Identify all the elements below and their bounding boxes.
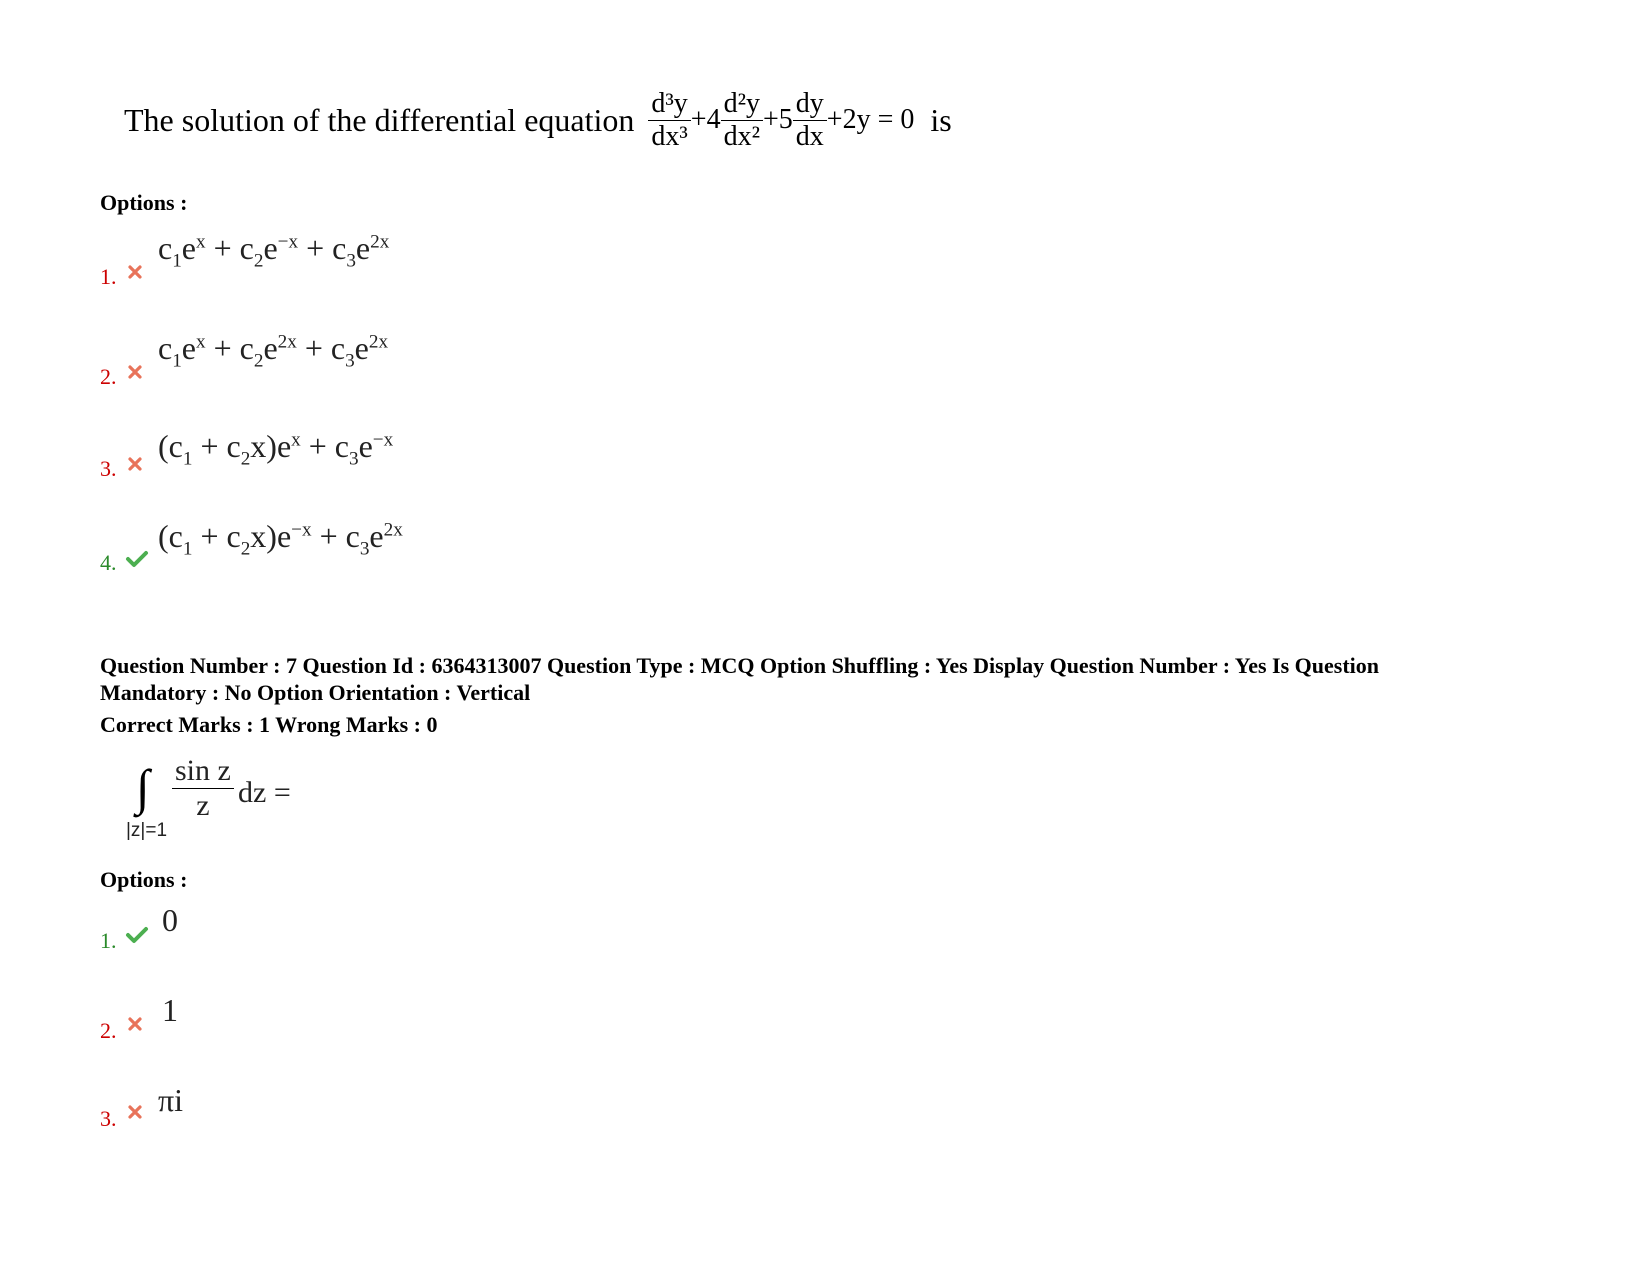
equation-term-2: $\frac{\text{d²y}}{\text{dx²}}$ xyxy=(721,88,763,153)
option-expression: $(c_1 + c_2x)e^x + c_3e^{-x}$ xyxy=(158,428,394,470)
cross-icon xyxy=(127,264,143,280)
cross-icon xyxy=(127,364,143,380)
question-6-stem-suffix: is xyxy=(930,101,952,138)
integral-fraction: $\frac{\text{sin z}}{z}$ xyxy=(172,754,234,823)
option-value: 1 xyxy=(162,992,178,1028)
cross-icon xyxy=(127,456,143,472)
option-value: πi xyxy=(158,1082,184,1118)
question-7-meta-line-2: Mandatory : No Option Orientation : Vertical xyxy=(100,680,531,705)
question-6-options-label: Options : xyxy=(100,190,188,215)
integral-tail: dz = xyxy=(238,776,291,809)
q7-option-1[interactable] xyxy=(100,902,400,962)
option-number: 4. xyxy=(100,550,117,575)
q6-option-2[interactable] xyxy=(100,328,600,398)
equation-term-1: $\frac{\text{d³y}}{\text{dx³}}$ xyxy=(648,88,690,153)
question-7-meta-line-1: Question Number : 7 Question Id : 6364313007 Question Type : MCQ Option Shuffling : Yes Display Question Number : Yes Is Question xyxy=(100,653,1379,678)
integral-bound: |z|=1 xyxy=(126,820,168,841)
check-icon xyxy=(125,550,149,568)
question-7-integral xyxy=(126,754,346,854)
option-expression: $c_1e^x + c_2e^{-x} + c_3e^{2x}$ xyxy=(158,230,390,272)
q6-option-4[interactable] xyxy=(100,518,600,588)
equation-term-3: $\frac{dy}{dx}$ xyxy=(793,88,827,153)
option-expression: $c_1e^x + c_2e^{2x} + c_3e^{2x}$ xyxy=(158,330,389,372)
option-expression: $(c_1 + c_2x)e^{-x} + c_3e^{2x}$ xyxy=(158,518,403,560)
option-value: 0 xyxy=(162,902,178,938)
option-number: 1. xyxy=(100,928,117,953)
option-number: 3. xyxy=(100,1106,117,1131)
question-7-marks: Correct Marks : 1 Wrong Marks : 0 xyxy=(100,712,438,737)
question-7-options-label: Options : xyxy=(100,867,188,892)
option-number: 1. xyxy=(100,264,117,289)
option-number: 3. xyxy=(100,456,117,481)
integral-sign: ∫ xyxy=(136,759,150,815)
equation-coef-3: +5 xyxy=(762,104,793,135)
option-number: 2. xyxy=(100,364,117,389)
question-6-stem-text: The solution of the differential equation xyxy=(124,101,635,138)
q7-option-2[interactable] xyxy=(100,992,400,1052)
question-6-stem xyxy=(124,78,952,162)
q6-option-3[interactable] xyxy=(100,428,600,498)
question-7-meta xyxy=(100,652,1520,706)
q7-option-3[interactable] xyxy=(100,1082,400,1142)
q6-option-1[interactable] xyxy=(100,228,600,298)
equation-coef-2: +4 xyxy=(690,104,721,135)
option-number: 2. xyxy=(100,1018,117,1043)
cross-icon xyxy=(127,1104,143,1120)
check-icon xyxy=(125,926,149,944)
cross-icon xyxy=(127,1016,143,1032)
equation-tail: +2y = 0 xyxy=(826,104,915,135)
